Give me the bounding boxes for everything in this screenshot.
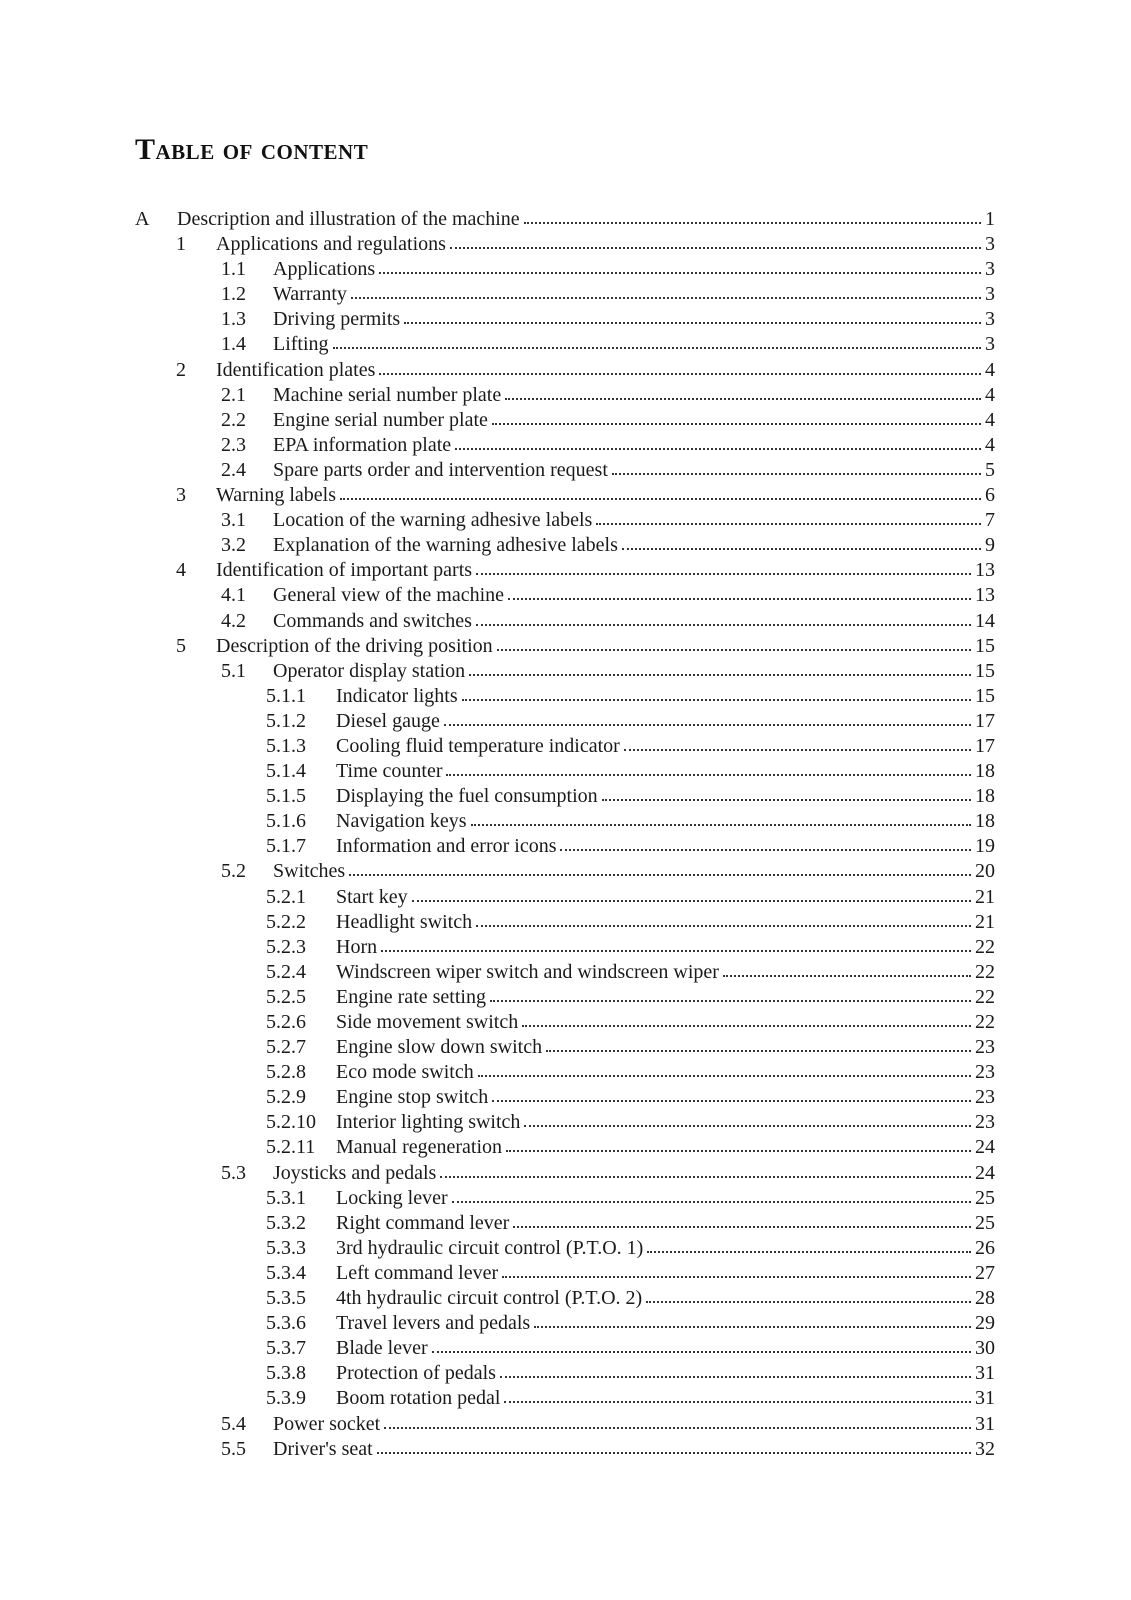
dot-leader — [340, 498, 981, 500]
toc-entry-page: 3 — [985, 283, 995, 306]
toc-entry-page: 15 — [975, 659, 995, 682]
toc-entry-page: 25 — [975, 1186, 995, 1209]
toc-entry-page: 7 — [985, 509, 995, 532]
toc-entry-page: 23 — [975, 1036, 995, 1059]
dot-leader — [379, 373, 981, 375]
toc-entry-number: 5.1.1 — [266, 684, 306, 707]
toc-entry-title: Applications and regulations — [216, 233, 446, 256]
toc-entry-page: 3 — [985, 233, 995, 256]
toc-entry-page: 30 — [975, 1337, 995, 1360]
toc-entry-title: Warning labels — [216, 484, 337, 507]
toc-entry-number: 4 — [176, 559, 186, 582]
toc-entry-title: Displaying the fuel consumption — [336, 785, 598, 808]
toc-entry-title: Windscreen wiper switch and windscreen wiper — [336, 960, 719, 983]
toc-entry[interactable] — [0, 1286, 995, 1311]
toc-entry-number: 5.4 — [221, 1412, 246, 1435]
dot-leader — [476, 573, 971, 575]
toc-entry-page: 6 — [985, 484, 995, 507]
toc-entry-title: Information and error icons — [336, 835, 557, 858]
toc-entry-number: 3.1 — [221, 509, 246, 532]
toc-entry-title: 4th hydraulic circuit control (P.T.O. 2) — [336, 1287, 643, 1310]
dot-leader — [602, 799, 971, 801]
toc-entry-number: 1.4 — [221, 333, 246, 356]
page-title: Table of content — [135, 133, 369, 166]
toc-entry[interactable] — [0, 358, 995, 383]
dot-leader — [462, 699, 971, 701]
toc-entry-title: Driver's seat — [273, 1437, 373, 1460]
toc-entry-number: 5.3.2 — [266, 1211, 306, 1234]
toc-entry[interactable] — [0, 1386, 995, 1411]
toc-entry[interactable] — [0, 583, 995, 608]
dot-leader — [522, 1025, 971, 1027]
dot-leader — [432, 1351, 971, 1353]
dot-leader — [333, 347, 981, 349]
dot-leader — [612, 473, 981, 475]
toc-entry[interactable] — [0, 1261, 995, 1286]
toc-entry-number: 2.1 — [221, 383, 246, 406]
toc-entry-title: Lifting — [273, 333, 329, 356]
toc-entry[interactable] — [0, 784, 995, 809]
toc-entry[interactable] — [0, 408, 995, 433]
dot-leader — [497, 649, 971, 651]
toc-entry-title: Engine stop switch — [336, 1086, 489, 1109]
toc-entry[interactable] — [0, 332, 995, 357]
toc-entry-page: 17 — [975, 734, 995, 757]
dot-leader — [546, 1050, 971, 1052]
toc-entry-number: 5.1.5 — [266, 785, 306, 808]
toc-entry-page: 28 — [975, 1287, 995, 1310]
toc-entry-title: Horn — [336, 935, 378, 958]
toc-entry-title: Protection of pedals — [336, 1362, 496, 1385]
toc-entry-title: Headlight switch — [336, 910, 473, 933]
toc-entry-number: 5.2.5 — [266, 985, 306, 1008]
toc-entry-page: 5 — [985, 458, 995, 481]
toc-entry[interactable] — [0, 383, 995, 408]
toc-entry[interactable] — [0, 734, 995, 759]
toc-entry-page: 24 — [975, 1161, 995, 1184]
toc-entry[interactable] — [0, 508, 995, 533]
dot-leader — [524, 1125, 971, 1127]
toc-entry-title: Spare parts order and intervention request — [273, 458, 608, 481]
toc-entry[interactable] — [0, 232, 995, 257]
toc-entry-page: 17 — [975, 709, 995, 732]
toc-entry[interactable] — [0, 533, 995, 558]
dot-leader — [622, 548, 981, 550]
dot-leader — [351, 297, 981, 299]
toc-entry-page: 15 — [975, 684, 995, 707]
toc-entry-title: Engine slow down switch — [336, 1036, 543, 1059]
toc-entry-number: 5.2.3 — [266, 935, 306, 958]
toc-entry-number: 3.2 — [221, 534, 246, 557]
dot-leader — [476, 624, 971, 626]
dot-leader — [478, 1075, 971, 1077]
toc-entry-page: 18 — [975, 785, 995, 808]
toc-entry-number: 5.1.4 — [266, 760, 306, 783]
toc-entry-title: Identification plates — [216, 358, 376, 381]
dot-leader — [444, 724, 971, 726]
dot-leader — [476, 925, 971, 927]
toc-entry[interactable] — [0, 1437, 995, 1462]
toc-entry-page: 3 — [985, 333, 995, 356]
dot-leader — [492, 1100, 971, 1102]
toc-entry[interactable] — [0, 257, 995, 282]
toc-entry-page: 32 — [975, 1437, 995, 1460]
dot-leader — [560, 849, 971, 851]
toc-entry-number: 4.1 — [221, 584, 246, 607]
dot-leader — [377, 1452, 971, 1454]
toc-entry-page: 13 — [975, 559, 995, 582]
dot-leader — [381, 950, 971, 952]
toc-entry[interactable] — [0, 307, 995, 332]
toc-entry-number: 5.3.8 — [266, 1362, 306, 1385]
dot-leader — [505, 398, 981, 400]
toc-entry-title: Machine serial number plate — [273, 383, 502, 406]
toc-entry-number: 2.4 — [221, 458, 246, 481]
toc-entry-title: Engine rate setting — [336, 985, 486, 1008]
toc-entry[interactable] — [0, 1186, 995, 1211]
dot-leader — [349, 874, 971, 876]
dot-leader — [492, 423, 981, 425]
toc-entry[interactable] — [0, 960, 995, 985]
toc-entry-number: 5.2.9 — [266, 1086, 306, 1109]
toc-entry-number: 1.2 — [221, 283, 246, 306]
toc-entry-number: 1.3 — [221, 308, 246, 331]
toc-entry-number: 5.2 — [221, 860, 246, 883]
toc-entry-number: 5.2.4 — [266, 960, 306, 983]
toc-entry-title: Locking lever — [336, 1186, 448, 1209]
dot-leader — [446, 774, 971, 776]
toc-entry-page: 13 — [975, 584, 995, 607]
toc-entry-page: 22 — [975, 960, 995, 983]
toc-entry-page: 20 — [975, 860, 995, 883]
toc-entry-page: 4 — [985, 358, 995, 381]
toc-entry-title: Indicator lights — [336, 684, 458, 707]
toc-entry-page: 14 — [975, 609, 995, 632]
toc-entry[interactable] — [0, 558, 995, 583]
toc-entry[interactable] — [0, 1412, 995, 1437]
toc-entry[interactable] — [0, 1110, 995, 1135]
dot-leader — [490, 1000, 971, 1002]
toc-entry[interactable] — [0, 458, 995, 483]
toc-entry[interactable] — [0, 1161, 995, 1186]
dot-leader — [450, 247, 981, 249]
toc-entry-number: 5.1.3 — [266, 734, 306, 757]
toc-entry-number: 5.2.10 — [266, 1111, 316, 1134]
toc-entry[interactable] — [0, 759, 995, 784]
toc-entry-number: 5.3.5 — [266, 1287, 306, 1310]
toc-entry-number: 5.2.8 — [266, 1061, 306, 1084]
toc-entry-title: Commands and switches — [273, 609, 472, 632]
dot-leader — [504, 1401, 971, 1403]
toc-entry-page: 22 — [975, 985, 995, 1008]
toc-entry-page: 1 — [985, 208, 995, 230]
toc-entry-title: EPA information plate — [273, 433, 452, 456]
toc-entry[interactable] — [0, 483, 995, 508]
toc-entry-title: Navigation keys — [336, 810, 467, 833]
toc-entry-page: 29 — [975, 1312, 995, 1335]
dot-leader — [646, 1301, 971, 1303]
toc-entry[interactable] — [0, 1060, 995, 1085]
toc-entry-title: Interior lighting switch — [336, 1111, 521, 1134]
toc-entry[interactable] — [0, 1336, 995, 1361]
toc-entry[interactable] — [0, 809, 995, 834]
toc-entry-page: 31 — [975, 1362, 995, 1385]
dot-leader — [469, 674, 971, 676]
dot-leader — [455, 448, 981, 450]
dot-leader — [440, 1176, 971, 1178]
toc-entry-number: 5.2.2 — [266, 910, 306, 933]
toc-entry-number: 5.5 — [221, 1437, 246, 1460]
toc-entry-page: 21 — [975, 910, 995, 933]
toc-entry-title: Side movement switch — [336, 1011, 519, 1033]
toc-entry-page: 18 — [975, 760, 995, 783]
toc-entry-page: 25 — [975, 1211, 995, 1234]
dot-leader — [534, 1326, 971, 1328]
dot-leader — [723, 975, 971, 977]
toc-entry-title: Description of the driving position — [216, 634, 493, 657]
toc-entry-page: 4 — [985, 383, 995, 406]
toc-entry[interactable] — [0, 609, 995, 634]
toc-entry-number: 3 — [176, 484, 186, 507]
toc-entry[interactable] — [0, 1010, 995, 1035]
toc-entry-title: Left command lever — [336, 1261, 499, 1284]
toc-entry[interactable] — [0, 684, 995, 709]
toc-entry-title: Time counter — [336, 760, 443, 783]
toc-entry-number: 5 — [176, 634, 186, 657]
dot-leader — [647, 1251, 971, 1253]
toc-entry-title: Joysticks and pedals — [273, 1161, 437, 1184]
dot-leader — [412, 900, 971, 902]
toc-entry-number: 5.1.6 — [266, 810, 306, 833]
toc-entry-title: Eco mode switch — [336, 1061, 474, 1084]
toc-entry-page: 3 — [985, 258, 995, 281]
toc-entry-page: 22 — [975, 1011, 995, 1033]
toc-entry-title: Start key — [336, 885, 408, 908]
toc-entry-number: 5.2.11 — [266, 1136, 316, 1159]
toc-entry-number: 2.2 — [221, 408, 246, 431]
toc-entry-title: Right command lever — [336, 1211, 510, 1234]
dot-leader — [404, 322, 981, 324]
table-of-contents — [0, 207, 1131, 1462]
toc-entry-title: Location of the warning adhesive labels — [273, 509, 593, 532]
dot-leader — [379, 272, 981, 274]
toc-entry[interactable] — [0, 1211, 995, 1236]
toc-entry[interactable] — [0, 910, 995, 935]
toc-entry-title: 3rd hydraulic circuit control (P.T.O. 1) — [336, 1236, 644, 1259]
toc-entry-page: 21 — [975, 885, 995, 908]
toc-entry-title: Switches — [273, 860, 346, 883]
toc-entry[interactable] — [0, 634, 995, 659]
toc-entry-number: 2.3 — [221, 433, 246, 456]
dot-leader — [502, 1276, 971, 1278]
toc-entry-page: 9 — [985, 534, 995, 557]
toc-entry-title: Blade lever — [336, 1337, 428, 1360]
toc-entry[interactable] — [0, 1035, 995, 1060]
toc-entry[interactable] — [0, 207, 995, 232]
toc-entry[interactable] — [0, 885, 995, 910]
toc-entry-title: Warranty — [273, 283, 347, 306]
dot-leader — [596, 523, 981, 525]
toc-entry-number: 5.1.7 — [266, 835, 306, 858]
toc-entry-number: 5.2.7 — [266, 1036, 306, 1059]
toc-entry-title: Operator display station — [273, 659, 466, 682]
toc-entry-number: 1 — [176, 233, 186, 256]
toc-entry-title: Identification of important parts — [216, 559, 473, 582]
dot-leader — [384, 1427, 971, 1429]
toc-entry-number: 5.3.6 — [266, 1312, 306, 1335]
toc-entry[interactable] — [0, 282, 995, 307]
toc-entry-number: 5.3.4 — [266, 1261, 306, 1284]
toc-entry-number: 5.1.2 — [266, 709, 306, 732]
toc-entry-number: 2 — [176, 358, 186, 381]
toc-entry-page: 15 — [975, 634, 995, 657]
toc-entry-page: 31 — [975, 1387, 995, 1410]
toc-entry-page: 27 — [975, 1261, 995, 1284]
dot-leader — [524, 222, 981, 224]
toc-entry[interactable] — [0, 935, 995, 960]
toc-entry-title: General view of the machine — [273, 584, 505, 607]
toc-entry-title: Explanation of the warning adhesive labels — [273, 534, 618, 557]
toc-entry-page: 31 — [975, 1412, 995, 1435]
toc-entry[interactable] — [0, 659, 995, 684]
dot-leader — [624, 749, 971, 751]
toc-entry-number: A — [135, 208, 150, 230]
toc-entry-page: 26 — [975, 1236, 995, 1259]
toc-entry-number: 1.1 — [221, 258, 246, 281]
toc-entry-page: 19 — [975, 835, 995, 858]
toc-entry-number: 5.3.1 — [266, 1186, 306, 1209]
toc-entry-page: 4 — [985, 408, 995, 431]
toc-entry-title: Description and illustration of the machine — [177, 208, 520, 230]
toc-entry[interactable] — [0, 1135, 995, 1160]
toc-entry-number: 5.3.7 — [266, 1337, 306, 1360]
toc-entry-title: Driving permits — [273, 308, 401, 331]
toc-entry-title: Travel levers and pedals — [336, 1312, 531, 1335]
toc-entry-page: 23 — [975, 1111, 995, 1134]
toc-entry-title: Diesel gauge — [336, 709, 440, 732]
dot-leader — [452, 1201, 971, 1203]
toc-entry[interactable] — [0, 433, 995, 458]
toc-entry-number: 5.3 — [221, 1161, 246, 1184]
toc-entry[interactable] — [0, 1236, 995, 1261]
toc-entry-title: Cooling fluid temperature indicator — [336, 734, 620, 757]
toc-entry-number: 5.2.6 — [266, 1011, 306, 1033]
toc-entry[interactable] — [0, 1085, 995, 1110]
toc-entry-number: 5.1 — [221, 659, 246, 682]
toc-entry[interactable] — [0, 985, 995, 1010]
toc-entry-page: 24 — [975, 1136, 995, 1159]
toc-entry-title: Power socket — [273, 1412, 381, 1435]
toc-entry-number: 5.3.3 — [266, 1236, 306, 1259]
toc-entry-number: 5.2.1 — [266, 885, 306, 908]
toc-entry[interactable] — [0, 834, 995, 859]
toc-entry[interactable] — [0, 1311, 995, 1336]
toc-entry-page: 23 — [975, 1061, 995, 1084]
toc-entry-page: 3 — [985, 308, 995, 331]
toc-entry-page: 23 — [975, 1086, 995, 1109]
dot-leader — [506, 1150, 971, 1152]
toc-entry-page: 22 — [975, 935, 995, 958]
dot-leader — [513, 1226, 971, 1228]
toc-entry-page: 4 — [985, 433, 995, 456]
toc-entry-number: 5.3.9 — [266, 1387, 306, 1410]
toc-entry-title: Boom rotation pedal — [336, 1387, 501, 1410]
toc-entry-page: 18 — [975, 810, 995, 833]
toc-entry-title: Manual regeneration — [336, 1136, 503, 1159]
toc-entry[interactable] — [0, 709, 995, 734]
toc-entry-title: Applications — [273, 258, 376, 281]
dot-leader — [500, 1376, 971, 1378]
toc-entry[interactable] — [0, 859, 995, 884]
toc-entry-title: Engine serial number plate — [273, 408, 488, 431]
dot-leader — [508, 598, 971, 600]
toc-entry-number: 4.2 — [221, 609, 246, 632]
dot-leader — [471, 824, 971, 826]
toc-entry[interactable] — [0, 1361, 995, 1386]
